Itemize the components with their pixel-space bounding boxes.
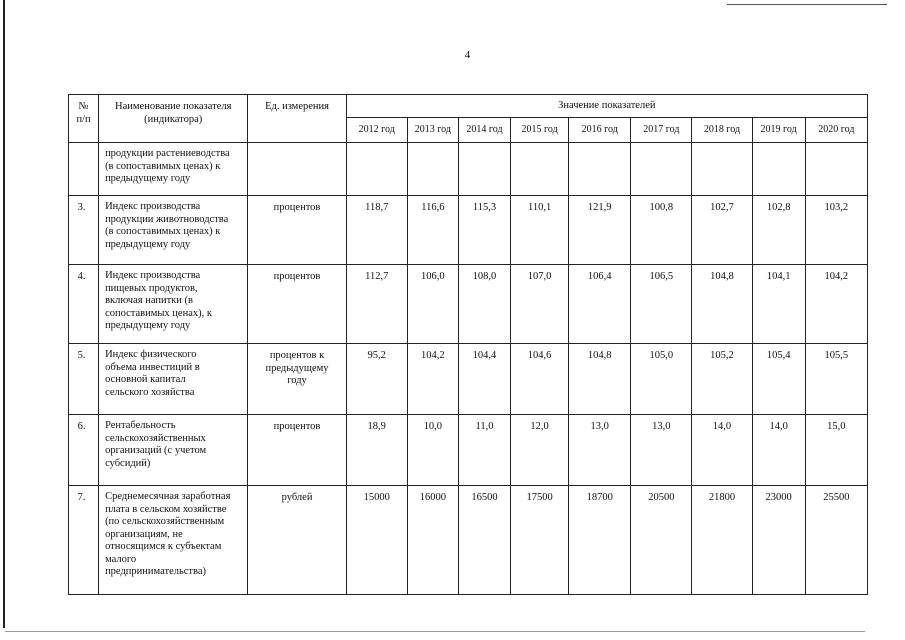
unit-cell: рублей xyxy=(248,486,346,595)
row-number: 5. xyxy=(69,344,99,415)
value-cell: 13,0 xyxy=(569,415,631,486)
value-cell: 23000 xyxy=(752,486,805,595)
value-cell: 16000 xyxy=(407,486,458,595)
indicator-name: продукции растениеводства (в сопоставимых ценах) к предыдущему году xyxy=(99,143,248,196)
value-cell: 104,8 xyxy=(692,265,752,344)
unit-cell: процентов к предыдущему году xyxy=(248,344,346,415)
value-cell: 95,2 xyxy=(346,344,407,415)
indicator-name: Индекс производства пищевых продуктов, включая напитки (в сопоставимых ценах), к предыдущему году xyxy=(99,265,248,344)
value-cell: 104,4 xyxy=(458,344,510,415)
value-cell: 115,3 xyxy=(458,196,510,265)
page-edge-top xyxy=(727,4,887,5)
value-cell: 15,0 xyxy=(805,415,867,486)
row-number: 4. xyxy=(69,265,99,344)
table-row xyxy=(69,265,868,344)
page-number: 4 xyxy=(464,49,471,61)
value-cell: 105,4 xyxy=(752,344,805,415)
indicator-name: Индекс физического объема инвестиций в основной капитал сельского хозяйства xyxy=(99,344,248,415)
value-cell: 13,0 xyxy=(631,415,692,486)
value-cell xyxy=(458,143,510,196)
value-cell: 100,8 xyxy=(631,196,692,265)
table-row xyxy=(69,196,868,265)
value-cell: 104,6 xyxy=(511,344,569,415)
table-row xyxy=(69,143,868,196)
value-cell: 102,7 xyxy=(692,196,752,265)
header-name: Наименование показателя (индикатора) xyxy=(99,95,248,143)
value-cell xyxy=(805,143,867,196)
value-cell: 108,0 xyxy=(458,265,510,344)
table-row xyxy=(69,486,868,595)
header-year: 2012 год xyxy=(346,118,407,143)
row-number xyxy=(69,143,99,196)
header-year: 2020 год xyxy=(805,118,867,143)
indicator-name: Индекс производства продукции животноводства (в сопоставимых ценах) к предыдущему году xyxy=(99,196,248,265)
value-cell: 106,5 xyxy=(631,265,692,344)
page-edge-left xyxy=(3,0,5,628)
header-year: 2015 год xyxy=(511,118,569,143)
page-edge-bottom xyxy=(5,631,865,632)
value-cell: 104,1 xyxy=(752,265,805,344)
value-cell: 106,0 xyxy=(407,265,458,344)
header-row-top xyxy=(69,95,868,118)
value-cell: 21800 xyxy=(692,486,752,595)
header-year: 2016 год xyxy=(569,118,631,143)
unit-cell: процентов xyxy=(248,415,346,486)
header-year: 2014 год xyxy=(458,118,510,143)
value-cell xyxy=(752,143,805,196)
header-year: 2019 год xyxy=(752,118,805,143)
value-cell: 15000 xyxy=(346,486,407,595)
value-cell: 10,0 xyxy=(407,415,458,486)
indicator-name: Среднемесячная заработная плата в сельском хозяйстве (по сельскохозяйственным организациям, не относящимся к субъектам малого предпринимательства) xyxy=(99,486,248,595)
value-cell: 103,2 xyxy=(805,196,867,265)
unit-cell: процентов xyxy=(248,196,346,265)
value-cell xyxy=(631,143,692,196)
value-cell: 11,0 xyxy=(458,415,510,486)
value-cell: 14,0 xyxy=(692,415,752,486)
unit-cell xyxy=(248,143,346,196)
header-values-group: Значение показателей xyxy=(346,95,867,118)
unit-cell: процентов xyxy=(248,265,346,344)
value-cell: 14,0 xyxy=(752,415,805,486)
value-cell: 104,8 xyxy=(569,344,631,415)
value-cell: 102,8 xyxy=(752,196,805,265)
value-cell xyxy=(346,143,407,196)
value-cell: 18,9 xyxy=(346,415,407,486)
value-cell: 25500 xyxy=(805,486,867,595)
value-cell: 20500 xyxy=(631,486,692,595)
table-row xyxy=(69,415,868,486)
value-cell: 112,7 xyxy=(346,265,407,344)
header-year: 2013 год xyxy=(407,118,458,143)
header-unit: Ед. измерения xyxy=(248,95,346,143)
indicator-name: Рентабельность сельскохозяйственных организаций (с учетом субсидий) xyxy=(99,415,248,486)
value-cell: 16500 xyxy=(458,486,510,595)
value-cell: 17500 xyxy=(511,486,569,595)
value-cell xyxy=(407,143,458,196)
value-cell: 106,4 xyxy=(569,265,631,344)
value-cell xyxy=(569,143,631,196)
value-cell xyxy=(511,143,569,196)
row-number: 3. xyxy=(69,196,99,265)
header-num: № п/п xyxy=(69,95,99,143)
value-cell: 110,1 xyxy=(511,196,569,265)
value-cell: 105,0 xyxy=(631,344,692,415)
value-cell: 118,7 xyxy=(346,196,407,265)
value-cell: 107,0 xyxy=(511,265,569,344)
indicators-table xyxy=(68,94,868,595)
value-cell: 105,2 xyxy=(692,344,752,415)
header-year: 2018 год xyxy=(692,118,752,143)
value-cell: 105,5 xyxy=(805,344,867,415)
value-cell: 104,2 xyxy=(407,344,458,415)
value-cell: 116,6 xyxy=(407,196,458,265)
value-cell: 18700 xyxy=(569,486,631,595)
table-row xyxy=(69,344,868,415)
value-cell: 121,9 xyxy=(569,196,631,265)
value-cell xyxy=(692,143,752,196)
header-year: 2017 год xyxy=(631,118,692,143)
row-number: 7. xyxy=(69,486,99,595)
value-cell: 104,2 xyxy=(805,265,867,344)
row-number: 6. xyxy=(69,415,99,486)
value-cell: 12,0 xyxy=(511,415,569,486)
